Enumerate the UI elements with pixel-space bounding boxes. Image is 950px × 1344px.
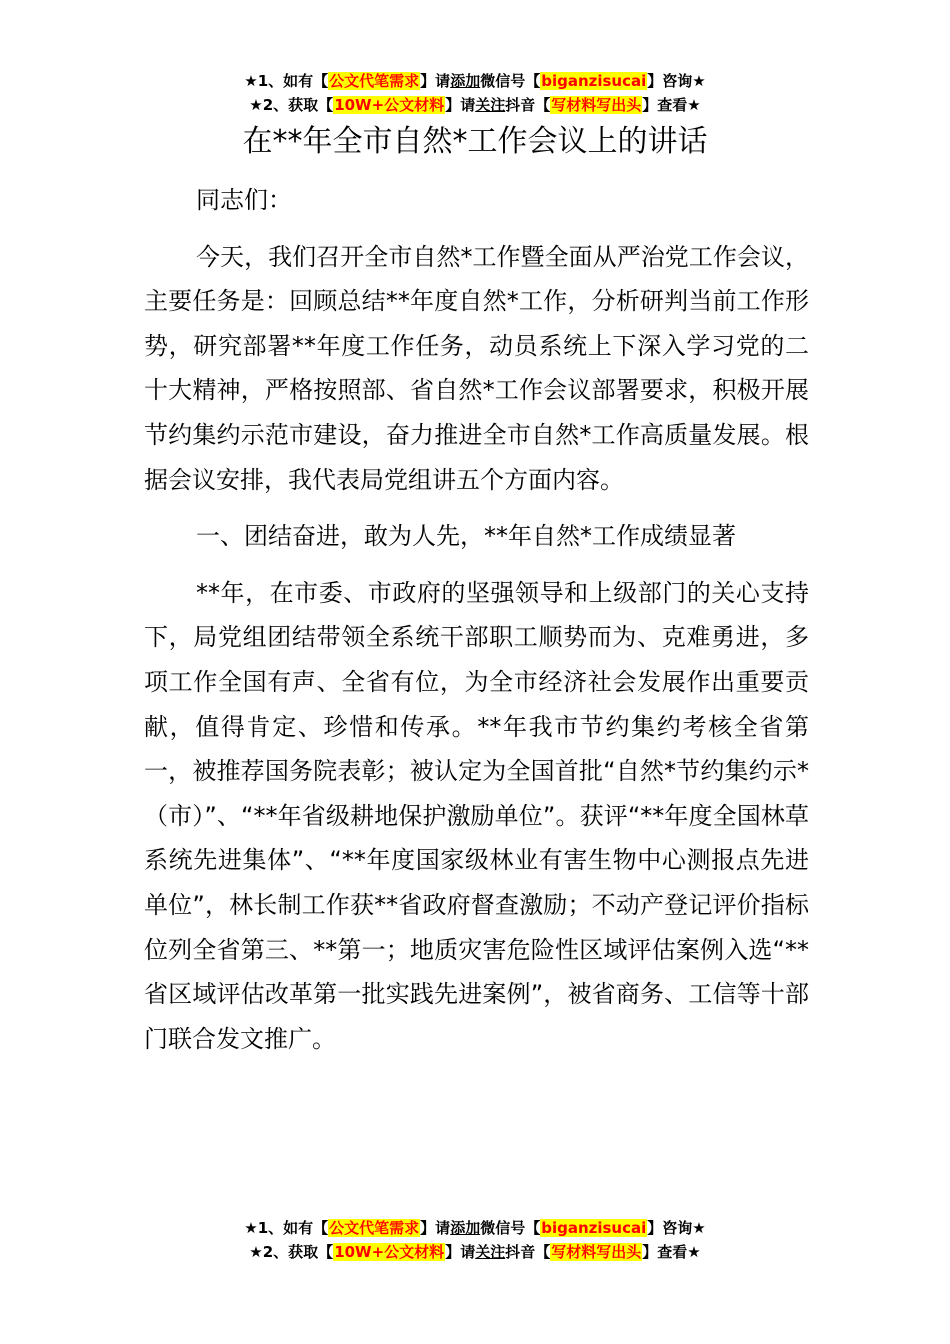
banner-text: 微信号【 [480, 72, 541, 90]
douyin-id-highlight: 写材料写出头 [551, 1243, 642, 1261]
banner-line-1 [0, 69, 950, 93]
banner-text: 抖音【 [505, 1243, 551, 1261]
section-heading-1: 一、团结奋进，敢为人先，**年自然*工作成绩显著 [196, 522, 736, 551]
wechat-id-highlight: biganzisucai [541, 72, 647, 90]
banner-line-2 [0, 93, 950, 117]
banner-highlight: 10W+公文材料 [334, 96, 445, 114]
banner-text: ★2、获取【 [249, 96, 334, 114]
banner-text: ★2、获取【 [249, 1243, 334, 1261]
paragraph-intro: 今天，我们召开全市自然*工作暨全面从严治党工作会议，主要任务是：回顾总结**年度自然*工作，分析研判当前工作形势，研究部署**年度工作任务，动员系统上下深入学习党的二十大精神，严格按照部、省自然*工作会议部署要求，积极开展节约集约示范市建设，奋力推进全市自然*工作高质量发展。根据会议安排，我代表局党组讲五个方面内容。 [144, 242, 809, 494]
salutation: 同志们： [196, 186, 292, 214]
banner-text: ★1、如有【 [244, 72, 329, 90]
douyin-id-highlight: 写材料写出头 [551, 96, 642, 114]
document-title: 在**年全市自然*工作会议上的讲话 [242, 124, 708, 159]
banner-text: 】请 [445, 96, 476, 114]
banner-text: 抖音【 [505, 96, 551, 114]
banner-highlight: 公文代笔需求 [329, 1219, 420, 1237]
wechat-id-highlight: biganzisucai [541, 1219, 647, 1237]
banner-underline: 添加 [450, 72, 481, 90]
banner-text: 】请 [420, 72, 451, 90]
banner-text: ★1、如有【 [244, 1219, 329, 1237]
banner-text: 】咨询★ [647, 1219, 706, 1237]
banner-text: 微信号【 [480, 1219, 541, 1237]
banner-highlight: 10W+公文材料 [334, 1243, 445, 1261]
promo-banner-top [0, 69, 950, 117]
banner-underline: 添加 [450, 1219, 481, 1237]
banner-underline: 关注 [475, 96, 506, 114]
banner-text: 】请 [445, 1243, 476, 1261]
banner-line-2 [0, 1240, 950, 1264]
paragraph-achievements: **年，在市委、市政府的坚强领导和上级部门的关心支持下，局党组团结带领全系统干部职工顺势而为、克难勇进，多项工作全国有声、全省有位，为全市经济社会发展作出重要贡献，值得肯定、珍惜和传承。**年我市节约集约考核全省第一，被推荐国务院表彰；被认定为全国首批“自然*节约集约示*（市）”、“**年省级耕地保护激励单位”。获评“**年度全国林草系统先进集体”、“**年度国家级林业有害生物中心测报点先进单位”，林长制工作获**省政府督查激励；不动产登记评价指标位列全省第三、**第一；地质灾害危险性区域评估案例入选“**省区域评估改革第一批实践先进案例”，被省商务、工信等十部门联合发文推广。 [144, 578, 809, 1053]
banner-text: 】查看★ [642, 1243, 701, 1261]
banner-text: 】查看★ [642, 96, 701, 114]
banner-line-1 [0, 1216, 950, 1240]
banner-text: 】咨询★ [647, 72, 706, 90]
promo-banner-bottom [0, 1216, 950, 1264]
banner-underline: 关注 [475, 1243, 506, 1261]
banner-highlight: 公文代笔需求 [329, 72, 420, 90]
document-body [144, 178, 809, 1073]
banner-text: 】请 [420, 1219, 451, 1237]
